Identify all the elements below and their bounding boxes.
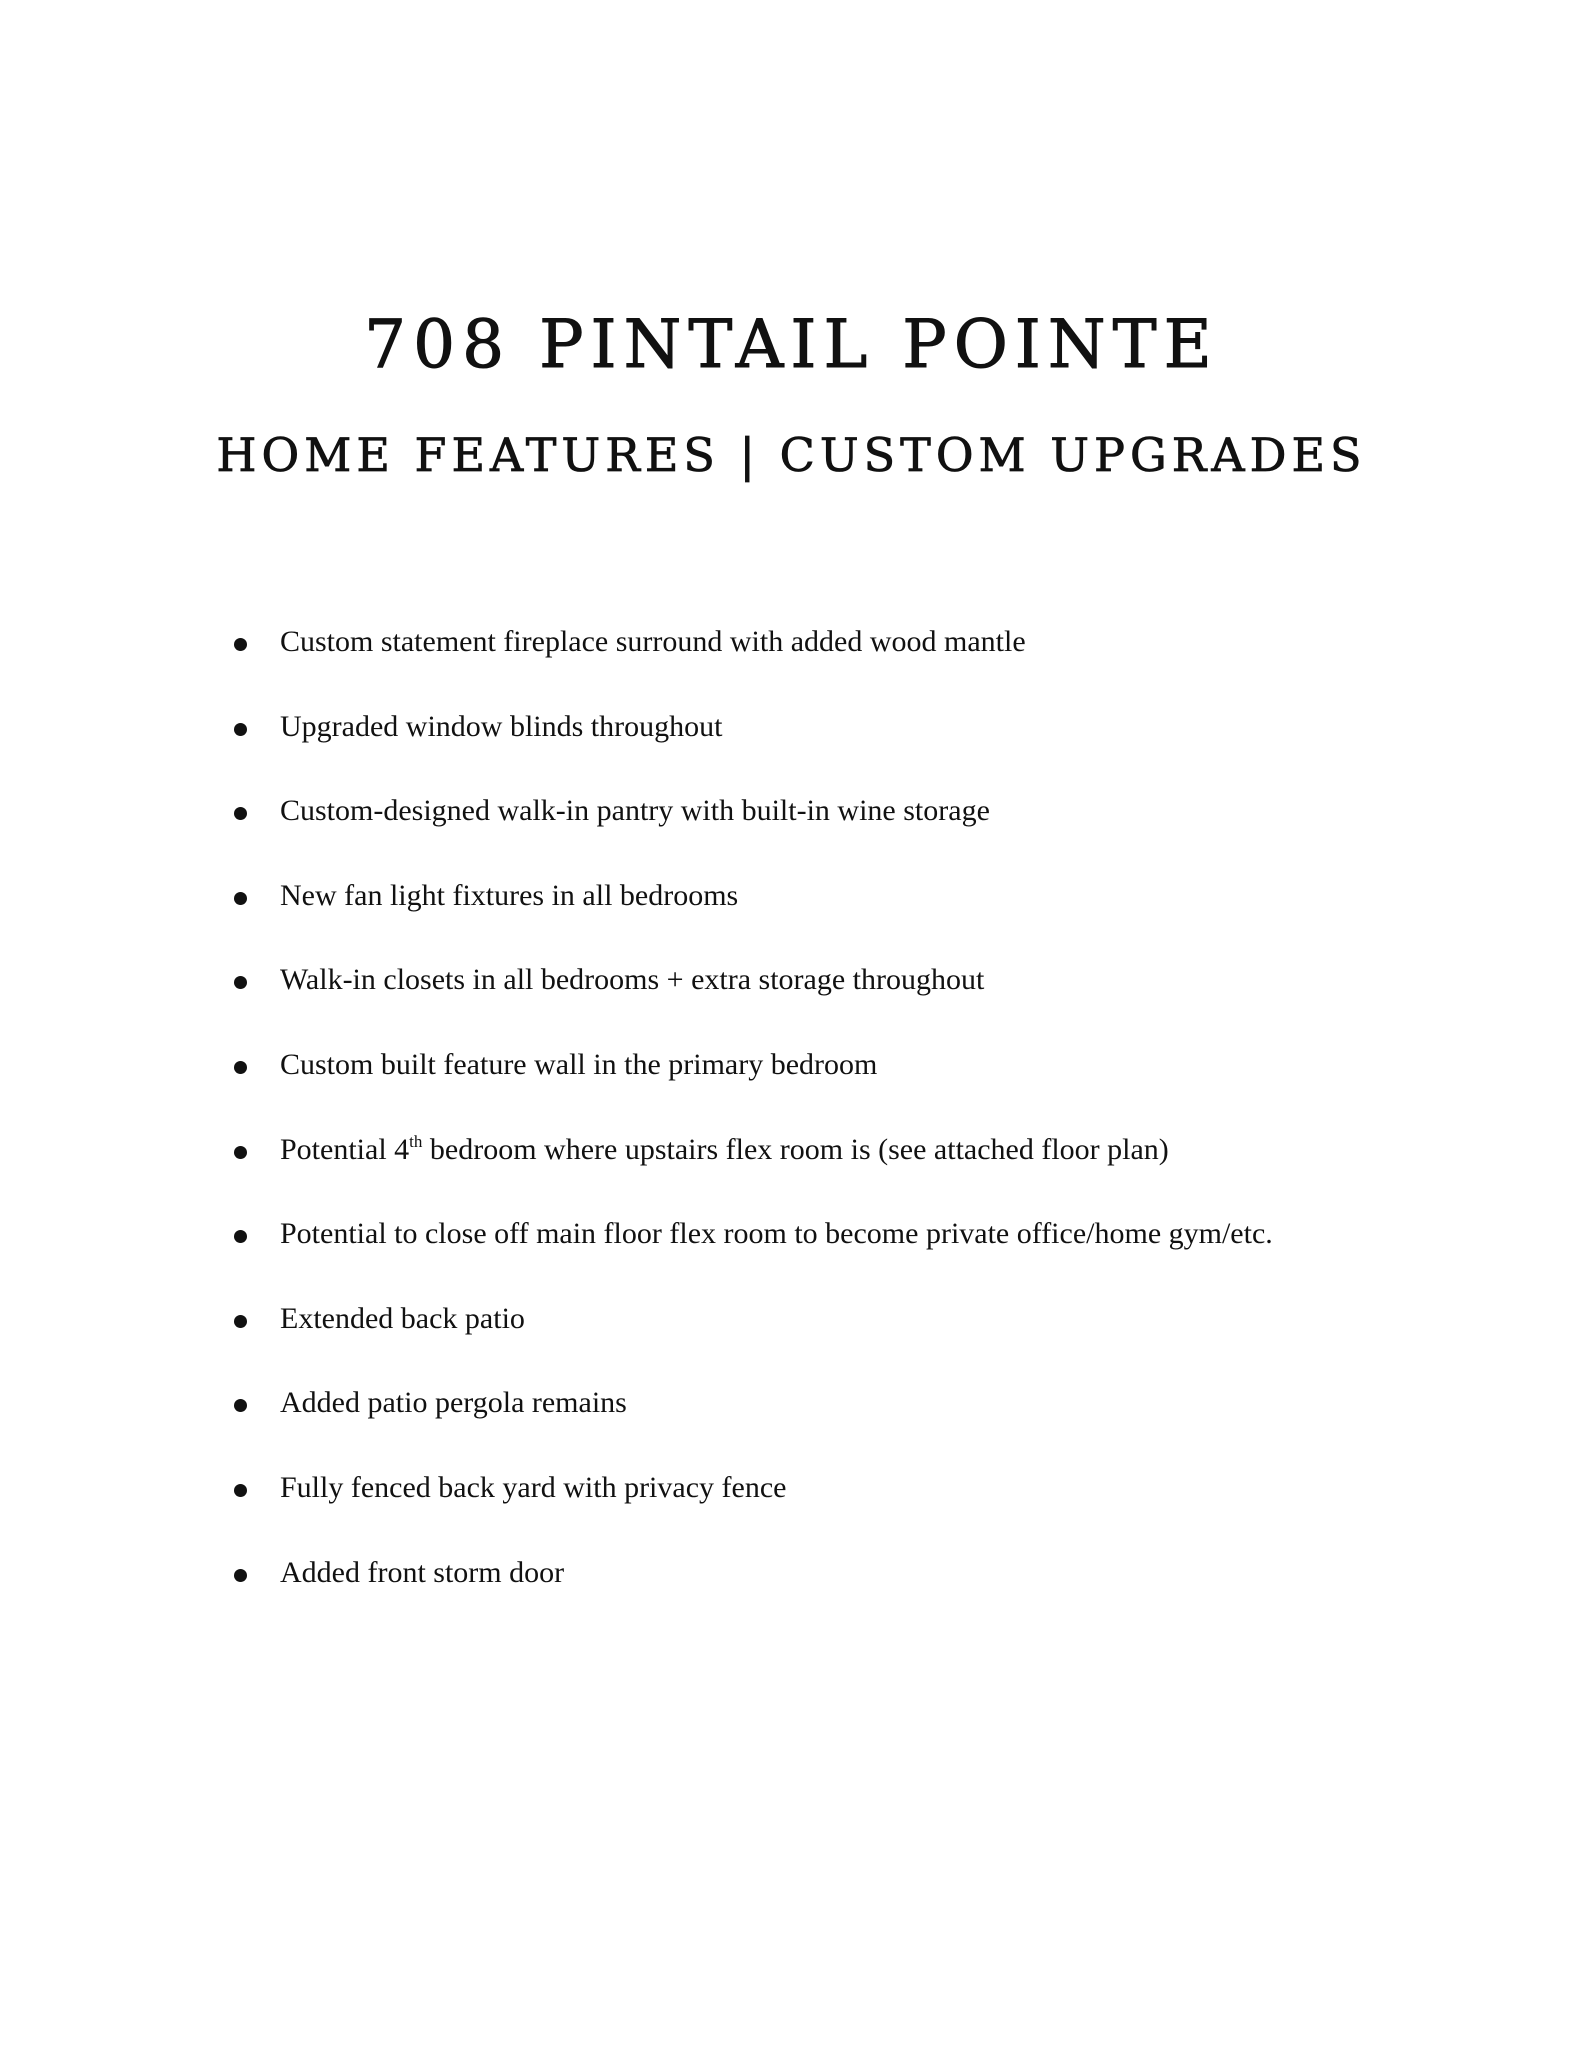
feature-text: Fully fenced back yard with privacy fence xyxy=(280,1470,787,1504)
bullet-icon xyxy=(234,1399,247,1412)
feature-text: Upgraded window blinds throughout xyxy=(280,709,723,743)
bullet-icon xyxy=(234,1146,247,1159)
bullet-icon xyxy=(234,723,247,736)
feature-text: Custom built feature wall in the primary bedroom xyxy=(280,1047,878,1081)
feature-text xyxy=(280,1128,1169,1172)
feature-text-after: bedroom where upstairs flex room is (see attached floor plan) xyxy=(422,1132,1169,1166)
feature-text-before: Potential 4 xyxy=(280,1132,410,1166)
feature-text: Added patio pergola remains xyxy=(280,1386,627,1420)
bullet-icon xyxy=(234,892,247,905)
bullet-icon xyxy=(234,638,247,651)
document-subtitle: HOME FEATURES | CUSTOM UPGRADES xyxy=(216,428,1367,482)
bullet-icon xyxy=(234,1484,247,1497)
feature-text: Custom-designed walk-in pantry with built-in wine storage xyxy=(280,794,990,828)
feature-text: Extended back patio xyxy=(280,1301,525,1335)
bullet-icon xyxy=(234,1230,247,1243)
feature-text: Walk-in closets in all bedrooms + extra storage throughout xyxy=(280,963,985,997)
feature-text: New fan light fixtures in all bedrooms xyxy=(280,878,739,912)
document-title: 708 PINTAIL POINTE xyxy=(364,306,1219,383)
bullet-icon xyxy=(234,1315,247,1328)
feature-text: Custom statement fireplace surround with added wood mantle xyxy=(280,625,1026,658)
ordinal-superscript: th xyxy=(409,1131,423,1151)
bullet-icon xyxy=(234,807,247,820)
bullet-icon xyxy=(234,1061,247,1074)
bullet-icon xyxy=(234,976,247,989)
feature-text: Added front storm door xyxy=(280,1555,565,1589)
feature-text: Potential to close off main floor flex room to become private office/home gym/etc. xyxy=(280,1217,1273,1251)
bullet-icon xyxy=(234,1569,247,1582)
